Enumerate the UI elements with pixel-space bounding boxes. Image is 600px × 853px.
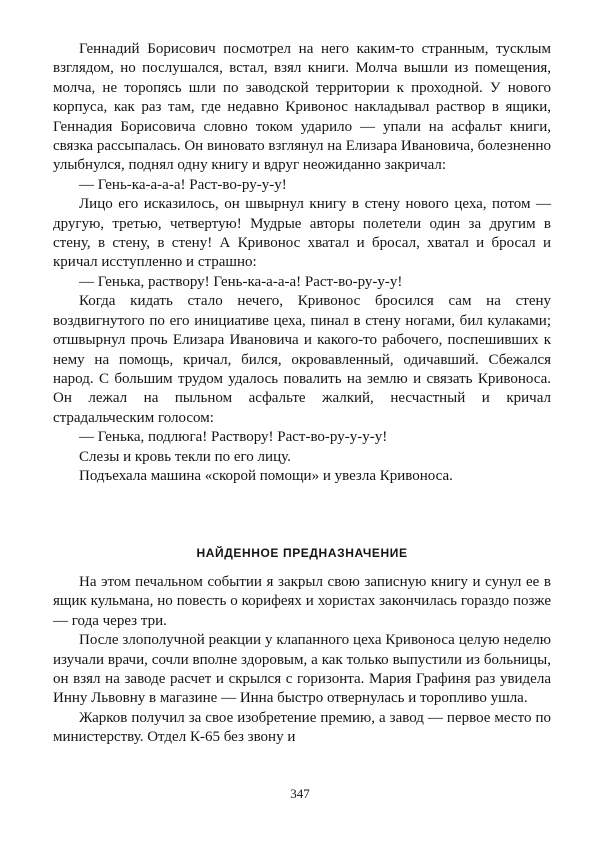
paragraph: Слезы и кровь текли по его лицу. xyxy=(79,448,291,465)
paragraph: Подъехала машина «скорой помощи» и увезла Кривоноса. xyxy=(79,467,453,484)
text-block-before-heading xyxy=(53,40,551,486)
dialogue-line: — Генька, раствору! Гень-ка-а-а-а! Раст-во-ру-у-у! xyxy=(79,273,403,290)
dialogue-line: — Гень-ка-а-а-а! Раст-во-ру-у-у! xyxy=(79,176,287,193)
section-heading: НАЙДЕННОЕ ПРЕДНАЗНАЧЕНИЕ xyxy=(196,546,408,560)
text-block-after-heading xyxy=(53,573,551,748)
paragraph: Жарков получил за свое изобретение премию, а завод — первое место по министерству. Отдел К-65 без звону и xyxy=(53,709,551,746)
page-number: 347 xyxy=(290,786,310,801)
paragraph: На этом печальном событии я закрыл свою записную книгу и сунул ее в ящик кульмана, но повесть о корифеях и хористах закончилась гораздо позже — года через три. xyxy=(53,574,551,629)
paragraph: Лицо его исказилось, он швырнул книгу в стену нового цеха, потом — другую, третью, четвертую! Мудрые авторы полетели один за другим в стену, в стену, в стену! А Кривонос хватал и бросал, хватал и бросал и кричал исступленно и страшно: xyxy=(53,196,551,271)
paragraph: Когда кидать стало нечего, Кривонос бросился сам на стену воздвигнутого по его инициативе цеха, пинал в стену ногами, бил кулаками; отшвырнул прочь Елизара Ивановича и какого-то рабочего, поспешивших к нему на помощь, кричал, бился, окровавленный, одичавший. Сбежался народ. С большим трудом удалось повалить на землю и связать Кривоноса. Он лежал на пыльном асфальте жалкий, несчастный и кричал страдальческим голосом: xyxy=(53,293,551,426)
dialogue-line: — Генька, подлюга! Раствору! Раст-во-ру-у-у-у! xyxy=(79,429,388,446)
paragraph: Геннадий Борисович посмотрел на него каким-то странным, тусклым взглядом, но послушался, встал, взял книги. Молча вышли из помещения, молча, не торопясь шли по заводской территории к проходной. У нового корпуса, как раз там, где недавно Кривонос накладывал раствор в ящики, Геннадия Борисовича словно током ударило — упали на асфальт книги, связка рассыпалась. Он виновато взглянул на Елизара Ивановича, болезненно улыбнулся, поднял одну книгу и вдруг неожиданно закричал: xyxy=(53,41,551,174)
paragraph: После злополучной реакции у клапанного цеха Кривоноса целую неделю изучали врачи, сочли вполне здоровым, а как только выпустили из больницы, он взял на заводе расчет и скрылся с горизонта. Мария Графиня раз увидела Инну Львовну в магазине — Инна быстро отвернулась и торопливо ушла. xyxy=(53,632,551,707)
